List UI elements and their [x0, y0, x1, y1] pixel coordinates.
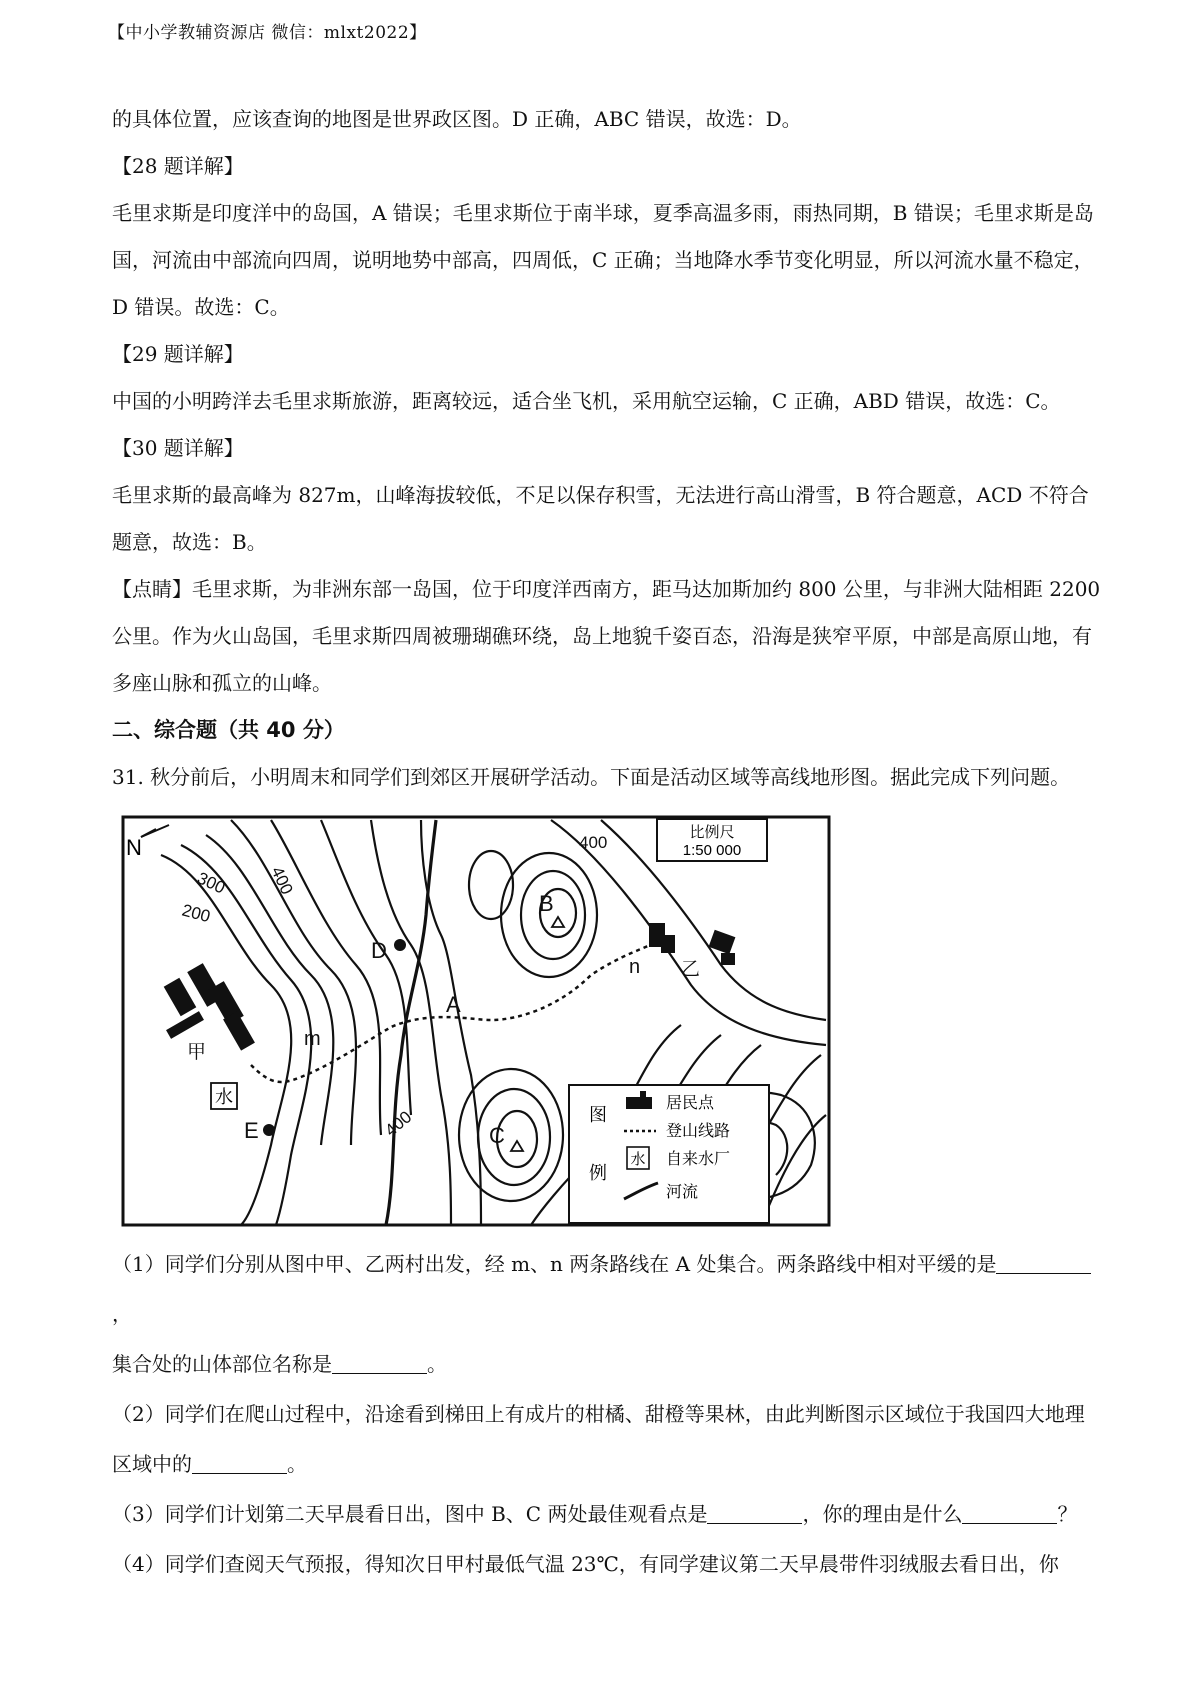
answer-blank[interactable]: [996, 1253, 1091, 1274]
point-d-label: D: [371, 938, 387, 963]
q30-title: 【30 题详解】: [112, 436, 244, 460]
legend-item-water-plant: 自来水厂: [666, 1151, 731, 1168]
contour-label-400-left: 400: [267, 863, 297, 898]
contour-label-200: 200: [179, 900, 213, 927]
water-plant-label: 水: [215, 1087, 233, 1107]
route-n-label: n: [629, 956, 641, 978]
source-tag: 【中小学教辅资源店 微信：mlxt2022】: [108, 23, 427, 43]
legend-item-route: 登山线路: [666, 1123, 731, 1140]
answer-blank[interactable]: [962, 1503, 1057, 1524]
contour-label-400-bottom: 400: [381, 1107, 416, 1141]
q28-title: 【28 题详解】: [112, 154, 244, 178]
point-e-marker: [263, 1124, 275, 1136]
legend-item-river: 河流: [666, 1184, 699, 1201]
point-e-label: E: [244, 1118, 259, 1143]
answer-blank[interactable]: [332, 1353, 427, 1374]
q31-sub2: （2）同学们在爬山过程中，沿途看到梯田上有成片的柑橘、甜橙等果林，由此判断图示区域位于我国四大地理区域中的 。: [112, 1402, 1085, 1476]
legend-item-settlement: 居民点: [666, 1095, 715, 1112]
scale-box: [657, 819, 767, 861]
point-d-marker: [394, 939, 406, 951]
village-jia-label: 甲: [187, 1042, 207, 1063]
point-b-label: B: [539, 891, 554, 916]
answer-blank[interactable]: [192, 1453, 287, 1474]
q31-stem: 31. 秋分前后，小明周末和同学们到郊区开展研学活动。下面是活动区域等高线地形图。据此完成下列问题。: [112, 765, 1071, 789]
document-body: [112, 96, 1102, 1589]
scale-value: 1:50 000: [682, 842, 742, 859]
q31-sub1-cont: 集合处的山体部位名称是 。: [112, 1352, 447, 1376]
section-2-title: 二、综合题（共 40 分）: [112, 718, 345, 742]
answer-blank[interactable]: [707, 1503, 802, 1524]
legend-water-symbol: 水: [630, 1151, 646, 1168]
contour-label-400-top: 400: [579, 833, 608, 852]
contour-map: [121, 815, 831, 1227]
q31-sub4: （4）同学们查阅天气预报，得知次日甲村最低气温 23℃，有同学建议第二天早晨带件羽绒服去看日出，你: [112, 1552, 1059, 1576]
contour-label-300: 300: [194, 868, 229, 898]
q27-tail: 的具体位置，应该查询的地图是世界政区图。D 正确，ABC 错误，故选：D。: [112, 107, 802, 131]
q29-body: 中国的小明跨洋去毛里求斯旅游，距离较远，适合坐飞机，采用航空运输，C 正确，ABD 错误，故选：C。: [112, 389, 1061, 413]
q31-sub1: （1）同学们分别从图中甲、乙两村出发，经 m、n 两条路线在 A 处集合。两条路线中相对平缓的是，: [112, 1239, 1102, 1339]
q29-title: 【29 题详解】: [112, 342, 244, 366]
q31-sub3: （3）同学们计划第二天早晨看日出，图中 B、C 两处最佳观看点是 ，你的理由是什么 ？: [112, 1502, 1078, 1526]
q30-body: 毛里求斯的最高峰为 827m，山峰海拔较低，不足以保存积雪，无法进行高山滑雪，B 符合题意，ACD 不符合题意，故选：B。: [112, 483, 1089, 554]
dianjing-note: 【点睛】毛里求斯，为非洲东部一岛国，位于印度洋西南方，距马达加斯加约 800 公里，与非洲大陆相距 2200 公里。作为火山岛国，毛里求斯四周被珊瑚礁环绕，岛上地貌千姿百态，沿海是狭窄平原，中部是高原山地，有多座山脉和孤立的山峰。: [112, 577, 1101, 695]
point-a-label: A: [446, 992, 461, 1017]
point-c-label: C: [489, 1123, 505, 1148]
legend-title-2: 例: [589, 1163, 607, 1183]
q28-body: 毛里求斯是印度洋中的岛国，A 错误；毛里求斯位于南半球，夏季高温多雨，雨热同期，B 错误；毛里求斯是岛国，河流由中部流向四周，说明地势中部高，四周低，C 正确；当地降水季节变化明显，所以河流水量不稳定，D 错误。故选：C。: [112, 201, 1094, 319]
village-yi-label: 乙: [681, 959, 701, 980]
north-label: N: [126, 835, 142, 860]
legend-title-1: 图: [589, 1105, 607, 1125]
route-m-label: m: [304, 1028, 321, 1050]
contour-map-figure: [121, 815, 831, 1227]
scale-title: 比例尺: [689, 824, 735, 841]
map-legend: [569, 1085, 769, 1223]
